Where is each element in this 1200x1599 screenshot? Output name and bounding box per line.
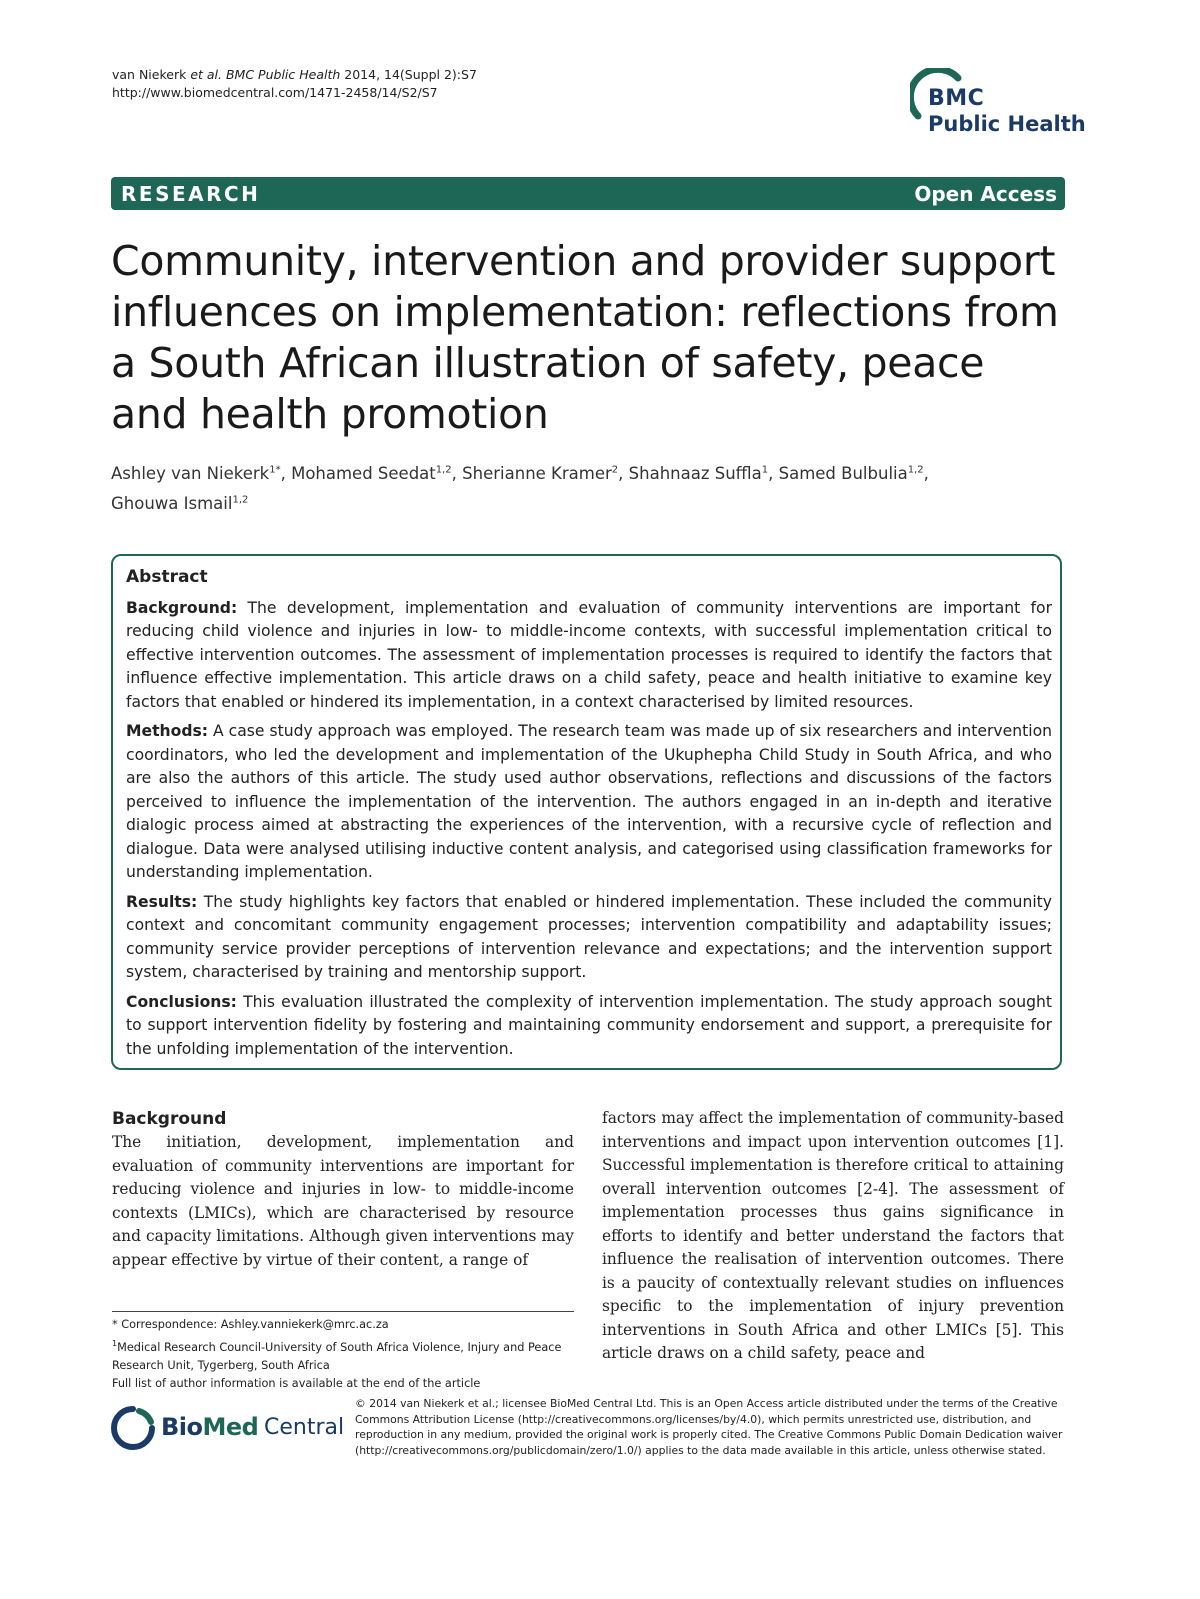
- author: Sherianne Kramer$^2$,: [462, 463, 629, 483]
- author: Samed Bulbulia$^{1,2}$,: [778, 463, 929, 483]
- body-paragraph: factors may affect the implementation of community-based interventions and impact upon intervention outcomes [1]. Successful implementation is therefore critical to attaining overall intervention outcomes [2-4]. The assessment of implementation processes thus gains significance in efforts to identify and better understand the factors that influence the realisation of intervention outcomes. There is a paucity of contextually relevant studies on influences specific to the implementation of injury prevention interventions in South Africa and other LMICs [5]. This article draws on a child safety, peace and: [602, 1109, 1064, 1362]
- footnotes: [112, 1316, 574, 1394]
- affiliation-note: $^1$Medical Research Council-University of South Africa Violence, Injury and Peace Research Unit, Tygerberg, South Africa: [112, 1338, 562, 1372]
- abstract-conclusions: Conclusions: This evaluation illustrated the complexity of intervention implementation. The study approach sought to support intervention fidelity by fostering and maintaining community endorsement and support, a prerequisite for the unfolding implementation of the intervention.: [126, 992, 1052, 1058]
- footnote-divider: [112, 1311, 574, 1312]
- citation-journal: BMC Public Health: [225, 67, 341, 82]
- journal-logo: [908, 66, 1086, 146]
- author-info-note: Full list of author information is available at the end of the article: [112, 1377, 481, 1391]
- open-access-label: Open Access: [914, 182, 1057, 206]
- citation-volume: 2014, 14(Suppl 2):S7: [344, 67, 477, 82]
- license-statement: © 2014 van Niekerk et al.; licensee BioMed Central Ltd. This is an Open Access article distributed under the terms of the Creative Commons Attribution License (http://creativecommons.org/licenses/by/4.0), which permits unrestricted use, distribution, and reproduction in any medium, provided the original work is properly cited. The Creative Commons Public Domain Dedication waiver (http://creativecommons.org/publicdomain/zero/1.0/) applies to the data made available in this article, unless otherwise stated.: [355, 1397, 1063, 1457]
- author: Mohamed Seedat$^{1,2}$,: [291, 463, 463, 483]
- abstract-background: Background: The development, implementation and evaluation of community interventions are important for reducing child violence and injuries in low- to middle-income contexts, with successful implementation critical to effective intervention outcomes. The assessment of implementation processes is required to identify the factors that influence effective implementation. This article draws on a child safety, peace and health initiative to examine key factors that enabled or hindered its implementation, in a context characterised by limited resources.: [126, 598, 1052, 711]
- abstract-box: [111, 554, 1062, 1070]
- publisher-logo: [111, 1404, 345, 1450]
- abstract-results: Results: The study highlights key factors that enabled or hindered implementation. These included the community context and concomitant community engagement processes; intervention compatibility and adaptability issues; community service provider perceptions of intervention relevance and expectations; and the intervention support system, characterised by training and mentorship support.: [126, 892, 1052, 981]
- author: Ghouwa Ismail$^{1,2}$: [111, 494, 249, 513]
- body-column-left: [112, 1107, 574, 1272]
- article-type-label: RESEARCH: [121, 182, 261, 206]
- body-column-right: [602, 1107, 1064, 1366]
- author: Shahnaaz Suffla$^1$,: [628, 463, 779, 483]
- author-list: [111, 456, 1061, 517]
- journal-logo-name: Public Health: [928, 112, 1086, 136]
- publisher-logo-central: Central: [264, 1415, 345, 1440]
- article-type-banner: [111, 177, 1065, 210]
- publisher-logo-circle-icon: [111, 1406, 155, 1450]
- author: Ashley van Niekerk$^{1*}$,: [111, 463, 292, 483]
- correspondence-note: * Correspondence: Ashley.vanniekerk@mrc.ac.za: [112, 1318, 389, 1331]
- article-url[interactable]: http://www.biomedcentral.com/1471-2458/14/S2/S7: [112, 85, 438, 100]
- article-title: Community, intervention and provider support influences on implementation: reflections from a South African illustration of safety, peace and health promotion: [111, 237, 1059, 438]
- running-header: [112, 66, 812, 102]
- publisher-logo-biomed: BioMed: [161, 1413, 259, 1441]
- citation-line: [112, 66, 812, 84]
- citation-etal: et al.: [190, 67, 222, 82]
- abstract-heading: Abstract: [126, 567, 208, 587]
- journal-logo-bmc: BMC: [928, 86, 985, 111]
- citation-authors: van Niekerk: [112, 67, 187, 82]
- section-heading-background: Background: [112, 1109, 227, 1129]
- abstract-methods: Methods: A case study approach was employed. The research team was made up of six researchers and intervention coordinators, who led the development and implementation of the Ukuphepha Child Study in South Africa, and who are also the authors of this article. The study used author observations, reflections and discussions of the factors perceived to influence the implementation of the intervention. The authors engaged in an in-depth and iterative dialogic process aimed at abstracting the experiences of the intervention, with a recursive cycle of reflection and dialogue. Data were analysed utilising inductive content analysis, and categorised using classification frameworks for understanding implementation.: [126, 722, 1052, 881]
- body-paragraph: The initiation, development, implementation and evaluation of community interventions are important for reducing violence and injuries in low- to middle-income contexts (LMICs), which are characterised by resource and capacity limitations. Although given interventions may appear effective by virtue of their content, a range of: [112, 1133, 574, 1269]
